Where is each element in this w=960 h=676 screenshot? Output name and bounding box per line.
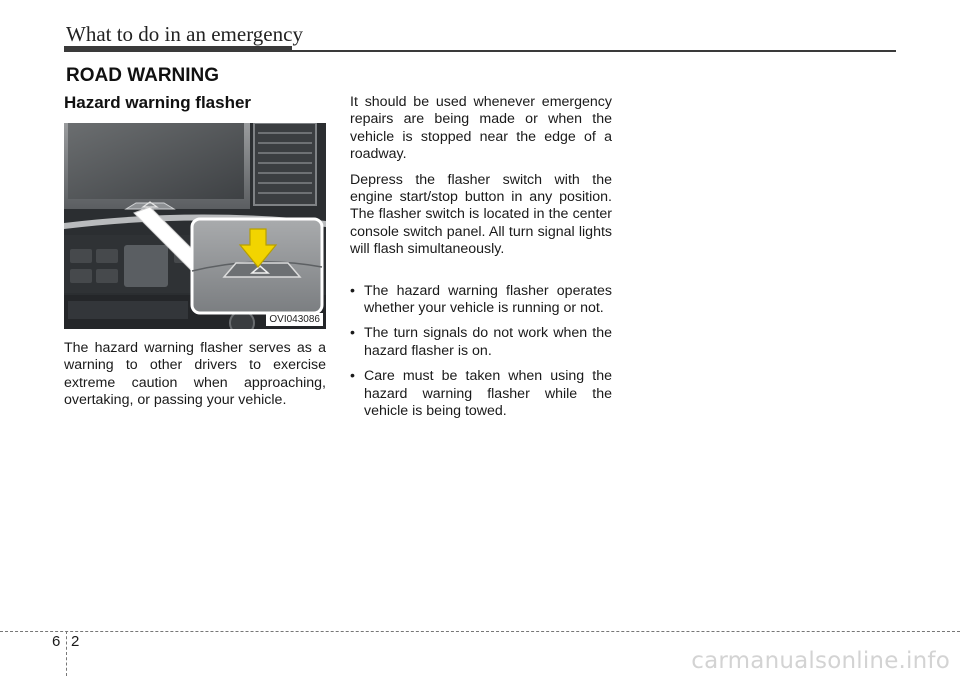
section-title: ROAD WARNING	[66, 65, 220, 86]
bullet-icon: •	[350, 282, 355, 299]
notes-list	[350, 283, 612, 421]
list-item-text: The hazard warning flasher operates whether your vehicle is running or not.	[364, 282, 612, 317]
page-number: 2	[71, 633, 80, 650]
hazard-switch-figure	[64, 123, 326, 329]
usage-paragraph: It should be used whenever emergency repairs are being made or when the vehicle is stopped near the edge of a roadway.	[350, 94, 612, 163]
list-item-text: Care must be taken when using the hazard warning flasher while the vehicle is being towed.	[364, 368, 612, 420]
footer-rule	[0, 631, 960, 632]
operation-paragraph: Depress the flasher switch with the engine start/stop button in any position. The flasher switch is located in the center console switch panel. All turn signal lights will flash simultaneously.	[350, 171, 612, 258]
watermark: carmanualsonline.info	[691, 648, 950, 674]
chapter-number: 6	[52, 633, 61, 650]
header-rule	[64, 50, 896, 52]
dashboard-illustration	[64, 123, 326, 329]
footer-divider	[66, 631, 67, 676]
subsection-title: Hazard warning flasher	[64, 93, 252, 112]
list-item	[350, 325, 612, 360]
header-title: What to do in an emergency	[66, 22, 303, 46]
right-column	[350, 94, 612, 429]
list-item	[350, 368, 612, 420]
bullet-icon: •	[350, 325, 355, 342]
intro-paragraph: The hazard warning flasher serves as a warning to other drivers to exercise extreme caution when approaching, overtaking, or passing your vehicle.	[64, 340, 326, 409]
list-item-text: The turn signals do not work when the hazard flasher is on.	[364, 325, 612, 359]
left-body-text	[64, 340, 326, 410]
bullet-icon: •	[350, 368, 355, 385]
figure-code-label: OVI043086	[266, 313, 323, 326]
list-item	[350, 283, 612, 318]
